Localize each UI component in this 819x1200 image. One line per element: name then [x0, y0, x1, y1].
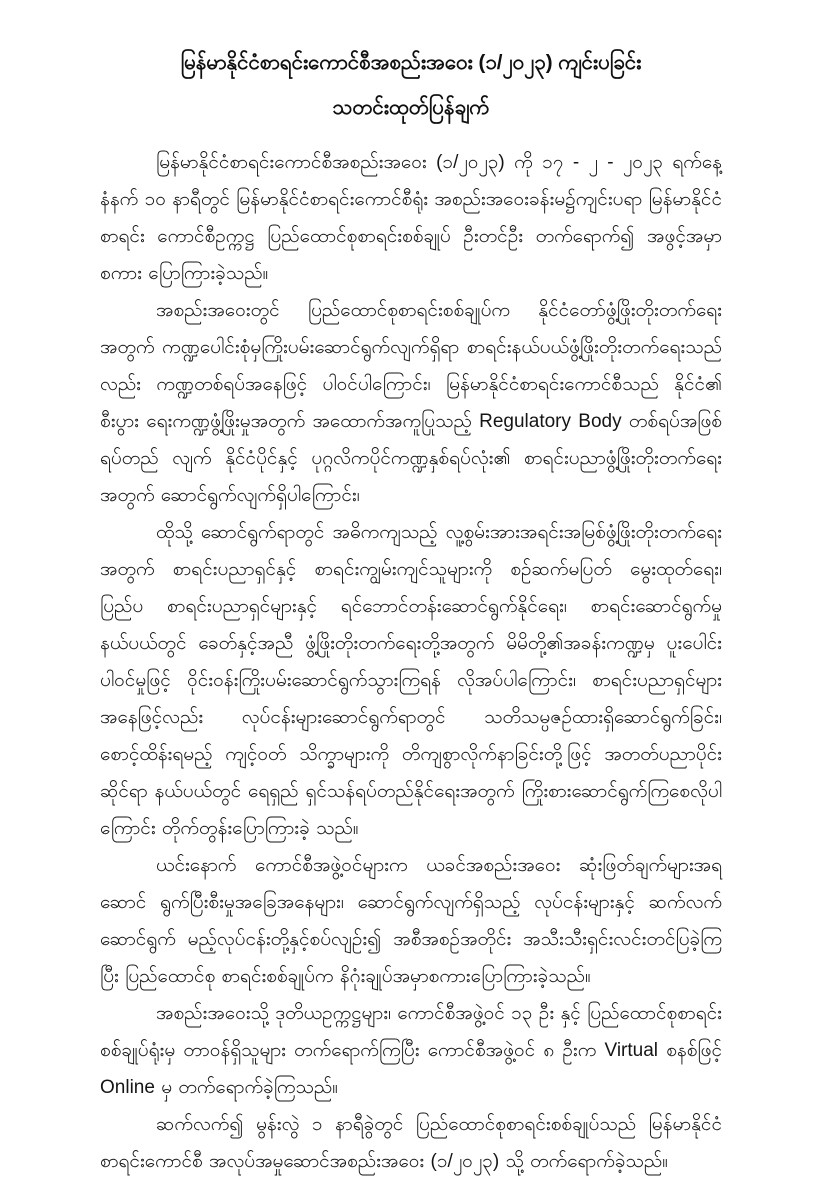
paragraph-hr-development: ထိုသို့ ဆောင်ရွက်ရာတွင် အဓိကကျသည့် လူ့စွမ်းအားအရင်းအမြစ်ဖွံ့ဖြိုးတိုးတက်ရေး အတွက် စာရင်းပညာရှင်နှင့် စာရင်းကျွမ်းကျင်သူများကို စဉ်ဆက်မပြတ် မွေးထုတ်ရေး၊ ပြည်ပ စာရင်းပညာရှင်များနှင့် ရင်ဘောင်တန်းဆောင်ရွက်နိုင်ရေး၊ စာရင်းဆောင်ရွက်မှု နယ်ပယ်တွင် ခေတ်နှင့်အညီ ဖွံ့ဖြိုးတိုးတက်ရေးတို့အတွက် မိမိတို့၏အခန်းကဏ္ဍမှ ပူးပေါင်းပါဝင်မှုဖြင့် ဝိုင်းဝန်းကြိုးပမ်းဆောင်ရွက်သွားကြရန် လိုအပ်ပါကြောင်း၊ စာရင်းပညာရှင်များအနေဖြင့်လည်း လုပ်ငန်းများဆောင်ရွက်ရာတွင် သတိသမ္ပဇဉ်ထားရှိဆောင်ရွက်ခြင်း၊ စောင့်ထိန်းရမည့် ကျင့်ဝတ် သိက္ခာများကို တိကျစွာလိုက်နာခြင်းတို့ဖြင့် အတတ်ပညာပိုင်းဆိုင်ရာ နယ်ပယ်တွင် ရေရှည် ရှင်သန်ရပ်တည်နိုင်ရေးအတွက် ကြိုးစားဆောင်ရွက်ကြစေလိုပါကြောင်း တိုက်တွန်းပြောကြားခဲ့ သည်။	[100, 522, 722, 839]
paragraph-council-member-reports: ယင်းနောက် ကောင်စီအဖွဲ့ဝင်များက ယခင်အစည်းအဝေး ဆုံးဖြတ်ချက်များအရ ဆောင် ရွက်ပြီးစီးမှုအခြေအနေများ၊ ဆောင်ရွက်လျက်ရှိသည့် လုပ်ငန်းများနှင့် ဆက်လက်ဆောင်ရွက် မည့်လုပ်ငန်းတို့နှင့်စပ်လျဉ်း၍ အစီအစဉ်အတိုင်း အသီးသီးရှင်းလင်းတင်ပြခဲ့ကြပြီး ပြည်ထောင်စု စာရင်းစစ်ချုပ်က နိဂုံးချုပ်အမှာစကားပြောကြားခဲ့သည်။	[100, 855, 722, 987]
paragraph-auditor-general-remarks: အစည်းအဝေးတွင် ပြည်ထောင်စုစာရင်းစစ်ချုပ်က နိုင်ငံတော်ဖွံ့ဖြိုးတိုးတက်ရေး အတွက် ကဏ္ဍပေါင်းစုံမှကြိုးပမ်းဆောင်ရွက်လျက်ရှိရာ စာရင်းနယ်ပယ်ဖွံ့ဖြိုးတိုးတက်ရေးသည် လည်း ကဏ္ဍတစ်ရပ်အနေဖြင့် ပါဝင်ပါကြောင်း၊ မြန်မာနိုင်ငံစာရင်းကောင်စီသည် နိုင်ငံ၏ စီးပွား ရေးကဏ္ဍဖွံ့ဖြိုးမှုအတွက် အထောက်အကူပြုသည့် Regulatory Body တစ်ရပ်အဖြစ် ရပ်တည် လျက် နိုင်ငံပိုင်နှင့် ပုဂ္ဂလိကပိုင်ကဏ္ဍနှစ်ရပ်လုံး၏ စာရင်းပညာဖွံ့ဖြိုးတိုးတက်ရေးအတွက် ဆောင်ရွက်လျက်ရှိပါကြောင်း၊	[100, 300, 722, 506]
paragraph-executive-meeting: ဆက်လက်၍ မွန်းလွဲ ၁ နာရီခွဲတွင် ပြည်ထောင်စုစာရင်းစစ်ချုပ်သည် မြန်မာနိုင်ငံ စာရင်းကောင်စီ အလုပ်အမှုဆောင်အစည်းအဝေး (၁/၂၀၂၃) သို့ တက်ရောက်ခဲ့သည်။	[100, 1114, 722, 1172]
document-title	[100, 40, 722, 130]
document-body	[100, 144, 722, 1180]
title-line-1: မြန်မာနိုင်ငံစာရင်းကောင်စီအစည်းအဝေး (၁/၂၀၂၃) ကျင်းပခြင်း	[180, 51, 642, 74]
title-line-2: သတင်းထုတ်ပြန်ချက်	[332, 96, 490, 119]
paragraph-opening: မြန်မာနိုင်ငံစာရင်းကောင်စီအစည်းအဝေး (၁/၂၀၂၃) ကို ၁၇ - ၂ - ၂၀၂၃ ရက်နေ့ နံနက် ၁၀ နာရီတွင် မြန်မာနိုင်ငံစာရင်းကောင်စီရုံး အစည်းအဝေးခန်းမ၌ကျင်းပရာ မြန်မာနိုင်ငံစာရင်း ကောင်စီဥက္ကဋ္ဌ ပြည်ထောင်စုစာရင်းစစ်ချုပ် ဦးတင်ဦး တက်ရောက်၍ အဖွင့်အမှာစကား ပြောကြားခဲ့သည်။	[100, 152, 722, 284]
paragraph-attendance: အစည်းအဝေးသို့ ဒုတိယဥက္ကဋ္ဌများ၊ ကောင်စီအဖွဲ့ဝင် ၁၃ ဦး နှင့် ပြည်ထောင်စုစာရင်း စစ်ချုပ်ရုံးမှ တာဝန်ရှိသူများ တက်ရောက်ကြပြီး ကောင်စီအဖွဲ့ဝင် ၈ ဦးက Virtual စနစ်ဖြင့် Online မှ တက်ရောက်ခဲ့ကြသည်။	[100, 1003, 722, 1098]
